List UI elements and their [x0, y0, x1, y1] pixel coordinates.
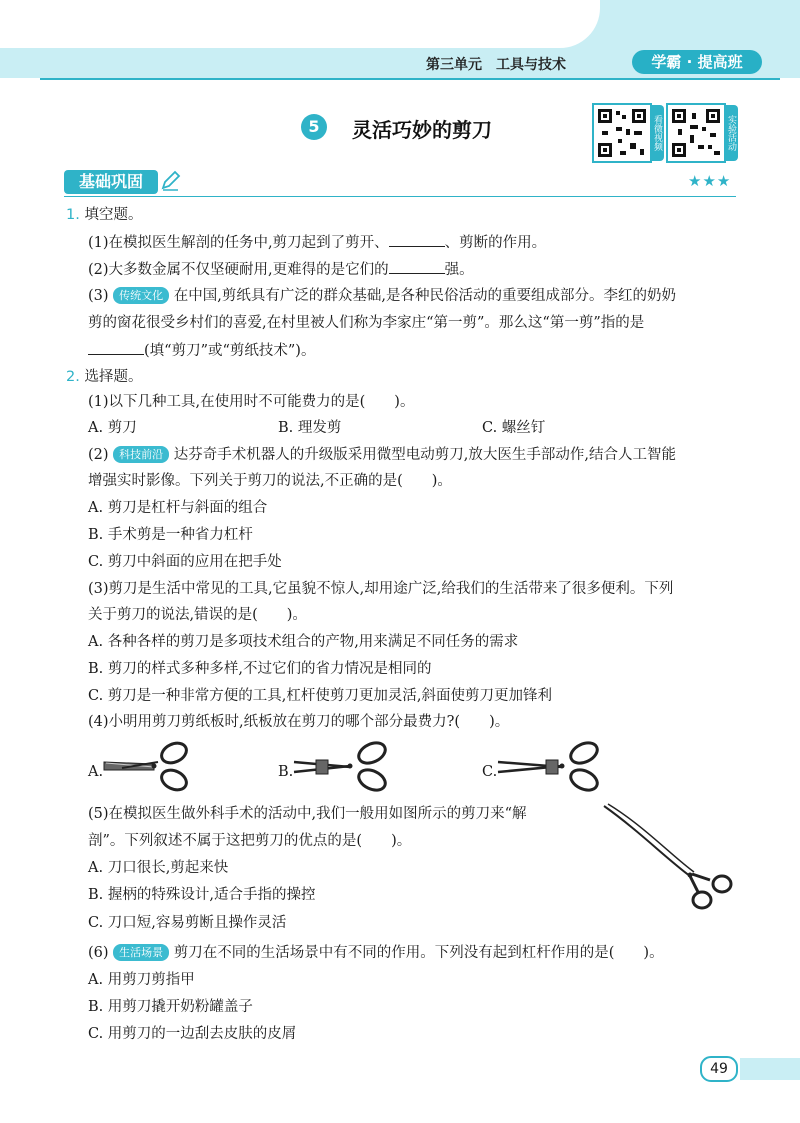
- pencil-icon: [160, 170, 182, 192]
- footer-band: [740, 1058, 800, 1080]
- q2-item-4: (4)小明用剪刀剪纸板时,纸板放在剪刀的哪个部分最费力?( )。: [88, 714, 510, 730]
- q1-item-3: [88, 286, 676, 306]
- q2-5-option-b[interactable]: B. 握柄的特殊设计,适合手指的操控: [88, 887, 316, 903]
- surgical-scissors-icon: [598, 800, 738, 912]
- q2-item-6: [88, 943, 664, 963]
- qr-code-video[interactable]: [592, 103, 652, 163]
- page-number: 49: [700, 1056, 738, 1082]
- q2-2-line2: 增强实时影像。下列关于剪刀的说法,不正确的是( )。: [88, 473, 452, 489]
- qr-tag-experiment: 实验活动: [724, 105, 738, 161]
- tag-tech-frontier: 科技前沿: [113, 446, 169, 463]
- q2-item-1: (1)以下几种工具,在使用时不可能费力的是( )。: [88, 394, 415, 410]
- question-label: 填空题。: [84, 207, 143, 223]
- question-2-header: [66, 367, 142, 387]
- q2-4-option-a[interactable]: A.: [88, 764, 104, 780]
- q1-1-text: (1)在模拟医生解剖的任务中,剪刀起到了剪开、: [88, 235, 389, 251]
- q2-6-num: (6): [88, 945, 109, 961]
- question-label: 选择题。: [84, 369, 143, 385]
- q1-2-text: (2)大多数金属不仅坚硬耐用,更难得的是它们的: [88, 262, 389, 278]
- tag-life-scene: 生活场景: [113, 944, 169, 961]
- q2-3-option-b[interactable]: B. 剪刀的样式多种多样,不过它们的省力情况是相同的: [88, 661, 432, 677]
- question-number: 2.: [66, 369, 80, 385]
- scissors-option-b-icon: [290, 740, 394, 796]
- q2-6-text: 剪刀在不同的生活场景中有不同的作用。下列没有起到杠杆作用的是( )。: [173, 945, 664, 961]
- q2-6-option-c[interactable]: C. 用剪刀的一边刮去皮肤的皮屑: [88, 1026, 297, 1042]
- q2-4-option-c[interactable]: C.: [482, 764, 498, 780]
- scissors-option-a-icon: [102, 740, 192, 796]
- answer-blank[interactable]: [389, 259, 445, 274]
- header-divider: [40, 78, 780, 80]
- q2-2-text: 达芬奇手术机器人的升级版采用微型电动剪刀,放大医生手部动作,结合人工智能: [173, 447, 676, 463]
- q2-2-option-b[interactable]: B. 手术剪是一种省力杠杆: [88, 527, 253, 543]
- q2-item-3: (3)剪刀是生活中常见的工具,它虽貌不惊人,却用途广泛,给我们的生活带来了很多便利。下列: [88, 581, 674, 597]
- q1-3-line3: [88, 340, 315, 361]
- q2-3-line2: 关于剪刀的说法,错误的是( )。: [88, 607, 307, 623]
- q2-item-5: (5)在模拟医生做外科手术的活动中,我们一般用如图所示的剪刀来“解: [88, 806, 527, 822]
- q2-6-option-a[interactable]: A. 用剪刀剪指甲: [88, 972, 195, 988]
- q2-1-option-c[interactable]: C. 螺丝钉: [482, 420, 546, 436]
- q2-2-num: (2): [88, 447, 109, 463]
- q2-2-option-c[interactable]: C. 剪刀中斜面的应用在把手处: [88, 554, 282, 570]
- q2-2-option-a[interactable]: A. 剪刀是杠杆与斜面的组合: [88, 500, 268, 516]
- q2-6-option-b[interactable]: B. 用剪刀撬开奶粉罐盖子: [88, 999, 253, 1015]
- q2-1-option-b[interactable]: B. 理发剪: [278, 420, 342, 436]
- brand-badge: 学霸 · 提高班: [632, 50, 762, 74]
- q1-3-hint: (填“剪刀”或“剪纸技术”)。: [144, 343, 316, 359]
- qr-pattern-icon: [594, 105, 650, 161]
- q1-item-2: [88, 259, 474, 280]
- unit-title: 第三单元 工具与技术: [426, 57, 566, 73]
- difficulty-stars: ★★★: [688, 172, 732, 190]
- lesson-number: 5: [301, 114, 327, 140]
- lesson-title: 灵活巧妙的剪刀: [352, 118, 492, 142]
- section-title: 基础巩固: [64, 170, 158, 194]
- q2-item-2: [88, 445, 676, 465]
- q1-3-line2: 剪的窗花很受乡村们的喜爱,在村里被人们称为李家庄“第一剪”。那么这“第一剪”指的是: [88, 315, 645, 331]
- q2-5-option-a[interactable]: A. 刀口很长,剪起来快: [88, 860, 229, 876]
- q1-3-num: (3): [88, 288, 109, 304]
- q1-1-text-end: 、剪断的作用。: [444, 235, 547, 251]
- tag-traditional-culture: 传统文化: [113, 287, 169, 304]
- q2-3-option-c[interactable]: C. 剪刀是一种非常方便的工具,杠杆使剪刀更加灵活,斜面使剪刀更加锋利: [88, 688, 553, 704]
- question-number: 1.: [66, 207, 80, 223]
- q1-2-text-end: 强。: [444, 262, 474, 278]
- answer-blank[interactable]: [389, 232, 445, 247]
- q2-1-option-a[interactable]: A. 剪刀: [88, 420, 137, 436]
- q1-item-1: [88, 232, 546, 253]
- qr-pattern-icon: [668, 105, 724, 161]
- header-band-cutout: [0, 0, 600, 48]
- scissors-option-c-icon: [496, 740, 608, 796]
- q2-3-option-a[interactable]: A. 各种各样的剪刀是多项技术组合的产物,用来满足不同任务的需求: [88, 634, 519, 650]
- qr-code-experiment[interactable]: [666, 103, 726, 163]
- question-1-header: [66, 205, 142, 225]
- answer-blank[interactable]: [88, 340, 144, 355]
- q2-5-option-c[interactable]: C. 刀口短,容易剪断且操作灵活: [88, 915, 287, 931]
- section-divider: [64, 196, 736, 197]
- q1-3-text: 在中国,剪纸具有广泛的群众基础,是各种民俗活动的重要组成部分。李红的奶奶: [173, 288, 676, 304]
- q2-5-line2: 剖”。下列叙述不属于这把剪刀的优点的是( )。: [88, 833, 412, 849]
- q2-4-option-b[interactable]: B.: [278, 764, 294, 780]
- qr-tag-video: 看微视频: [650, 105, 664, 161]
